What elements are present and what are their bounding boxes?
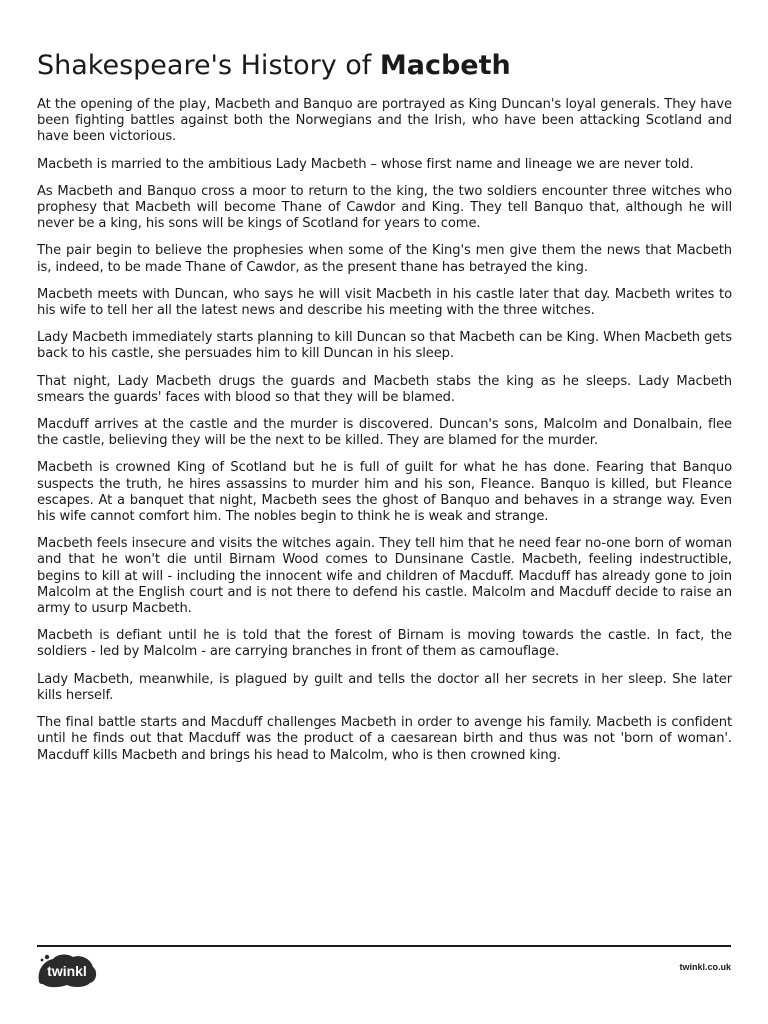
paragraph: At the opening of the play, Macbeth and Banquo are portrayed as King Duncan's loyal generals. They have been fighting battles against both the Norwegians and the Irish, who have been attacking Scotland and have been victorious. (37, 97, 732, 145)
paragraph: The final battle starts and Macduff challenges Macbeth in order to avenge his family. Macbeth is confident until he finds out that Macduff was the product of a caesarean birth and thus was not 'born of woman'. Macduff kills Macbeth and brings his head to Malcolm, who is then crowned king. (37, 715, 732, 763)
paragraph: The pair begin to believe the prophesies when some of the King's men give them the news that Macbeth is, indeed, to be made Thane of Cawdor, as the present thane has betrayed the king. (37, 243, 732, 275)
title-bold: Macbeth (379, 50, 511, 81)
paragraph: Macbeth is married to the ambitious Lady Macbeth – whose first name and lineage we are never told. (37, 156, 694, 172)
footer-url: twinkl.co.uk (679, 962, 731, 972)
paragraph: Lady Macbeth, meanwhile, is plagued by guilt and tells the doctor all her secrets in her sleep. She later kills herself. (37, 671, 732, 703)
paragraph: Macbeth feels insecure and visits the witches again. They tell him that he need fear no-one born of woman and that he won't die until Birnam Wood comes to Dunsinane Castle. Macbeth, feeling indestructible, begins to kill at will - including the innocent wife and children of Macduff. Macduff has already gone to join Malcolm at the English court and is not there to defend his castle. Malcolm and Macduff decide to raise an army to usurp Macbeth. (37, 536, 732, 617)
title-regular: Shakespeare's History of (37, 50, 380, 81)
paragraph: Macduff arrives at the castle and the murder is discovered. Duncan's sons, Malcolm and Donalbain, flee the castle, believing they will be the next to be killed. They are blamed for the murder. (37, 417, 732, 449)
logo-text: twinkl (47, 963, 87, 979)
paragraph: Lady Macbeth immediately starts planning to kill Duncan so that Macbeth can be King. When Macbeth gets back to his castle, she persuades him to kill Duncan in his sleep. (37, 330, 732, 362)
document-body (37, 97, 732, 775)
page-title (37, 48, 511, 84)
paragraph: Macbeth meets with Duncan, who says he will visit Macbeth in his castle later that day. Macbeth writes to his wife to tell her all the latest news and describe his meeting with the three witches. (37, 286, 732, 319)
footer-divider (37, 945, 731, 947)
paragraph: As Macbeth and Banquo cross a moor to return to the king, the two soldiers encounter three witches who prophesy that Macbeth will become Thane of Cawdor and King. They tell Banquo that, although he will never be a king, his sons will be kings of Scotland for years to come. (37, 183, 732, 232)
paragraph: Macbeth is crowned King of Scotland but he is full of guilt for what he has done. Fearing that Banquo suspects the truth, he hires assassins to murder him and his son, Fleance. Banquo is killed, but Fleance escapes. At a banquet that night, Macbeth sees the ghost of Banquo and behaves in a strange way. Even his wife cannot comfort him. The nobles begin to think he is weak and strange. (37, 460, 732, 525)
paragraph: Macbeth is defiant until he is told that the forest of Birnam is moving towards the castle. In fact, the soldiers - led by Malcolm - are carrying branches in front of them as camouflage. (37, 628, 732, 660)
paragraph: That night, Lady Macbeth drugs the guards and Macbeth stabs the king as he sleeps. Lady Macbeth smears the guards' faces with blood so that they will be blamed. (37, 373, 732, 405)
twinkl-logo-icon (35, 951, 99, 989)
